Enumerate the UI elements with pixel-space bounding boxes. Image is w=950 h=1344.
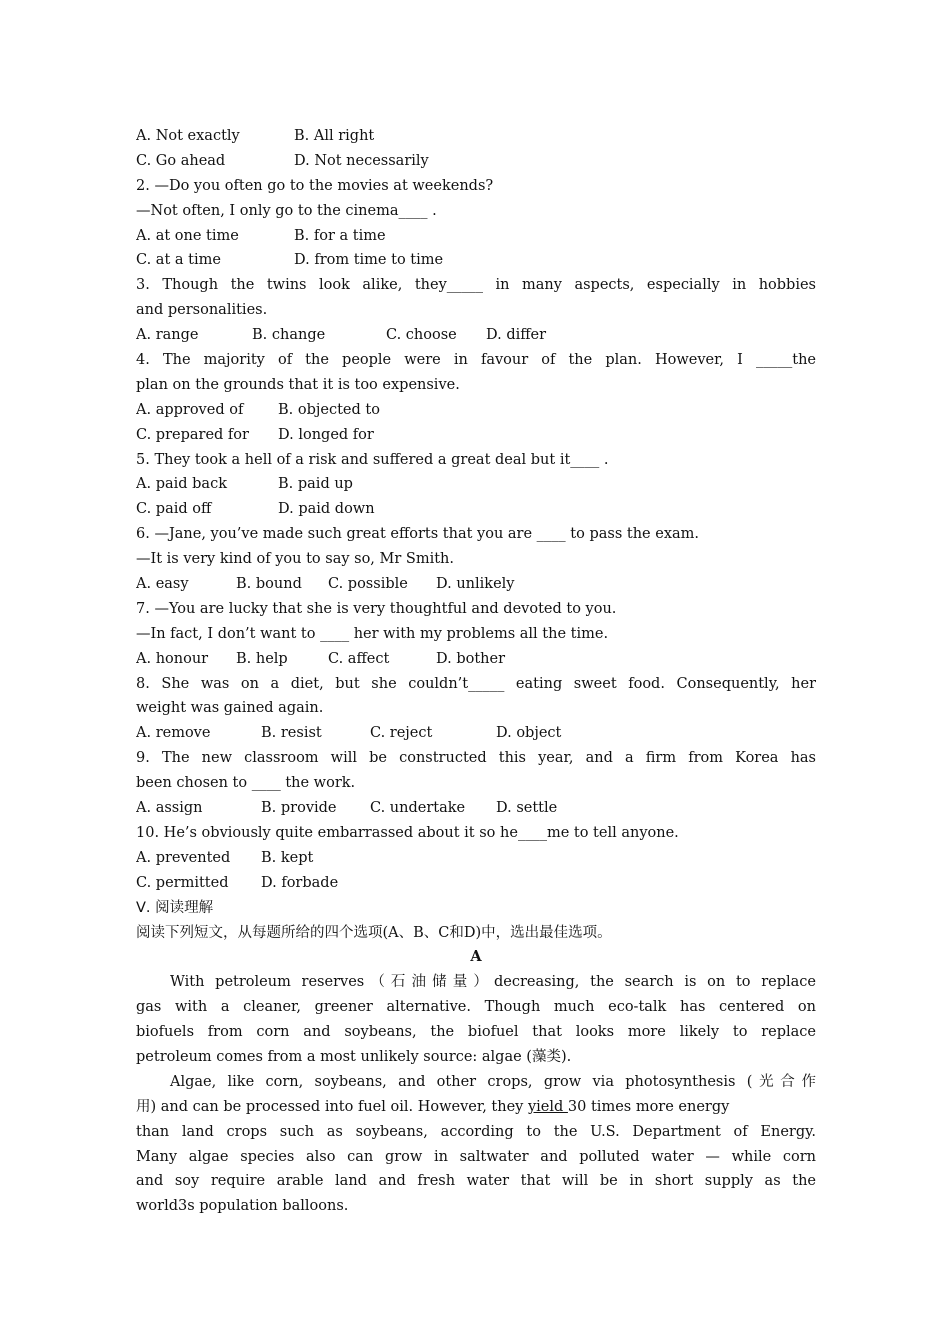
q5-option-d: D. paid down — [278, 501, 375, 518]
q10-option-d: D. forbade — [261, 874, 339, 891]
q4-option-d: D. longed for — [278, 426, 374, 443]
q6-option-c: C. possible — [328, 576, 408, 593]
passage-p2-line2-before: 用) and can be processed into fuel oil. However, they — [136, 1098, 528, 1115]
q6-stem-line1: 6. —Jane, you’ve made such great efforts that you are ____ to pass the exam. — [136, 526, 699, 543]
q2-option-b: B. for a time — [294, 227, 386, 244]
q7-stem-line1: 7. —You are lucky that she is very thoughtful and devoted to you. — [136, 600, 617, 617]
q8-stem-line1: 8. She was on a diet, but she couldn’t_____ eating sweet food. Consequently, her — [136, 675, 816, 692]
q7-option-d: D. bother — [436, 650, 506, 667]
q5-options-row1 — [136, 472, 816, 497]
q5-option-c: C. paid off — [136, 501, 212, 518]
passage-p1-line4: petroleum comes from a most unlikely source: algae (藻类). — [136, 1048, 572, 1065]
q2-options-row2 — [136, 248, 816, 273]
q2-options-row1 — [136, 224, 816, 249]
passage-p2-line5: and soy require arable land and fresh water that will be in short supply as the — [136, 1173, 816, 1190]
q4-options-row2 — [136, 423, 816, 448]
q10-stem-line1: 10. He’s obviously quite embarrassed about it so he____me to tell anyone. — [136, 824, 679, 841]
q3-option-b: B. change — [252, 327, 326, 344]
q9-option-b: B. provide — [261, 800, 337, 817]
q3-stem-line2: and personalities. — [136, 302, 268, 319]
q4-stem-line2: plan on the grounds that it is too expensive. — [136, 376, 460, 393]
q1-option-b: B. All right — [294, 128, 375, 144]
q7-option-a: A. honour — [136, 650, 209, 667]
q6-options — [136, 572, 816, 597]
q9-options — [136, 796, 816, 821]
q9-stem-line1: 9. The new classroom will be constructed this year, and a firm from Korea has — [136, 750, 816, 767]
q7-stem-line2: —In fact, I don’t want to ____ her with my problems all the time. — [136, 625, 609, 642]
q2-stem-line1: 2. —Do you often go to the movies at weekends? — [136, 177, 494, 194]
q8-option-d: D. object — [496, 725, 562, 742]
passage-p2-line2-after: 30 times more energy — [567, 1098, 730, 1115]
passage-p2-line1: Algae, like corn, soybeans, and other crops, grow via photosynthesis (光合作 — [170, 1073, 816, 1090]
q5-option-b: B. paid up — [278, 476, 353, 493]
q3-option-a: A. range — [136, 327, 199, 344]
passage-p2-line3: than land crops such as soybeans, according to the U.S. Department of Energy. — [136, 1123, 816, 1140]
q7-option-c: C. affect — [328, 650, 390, 667]
q1-options-row2 — [136, 149, 816, 174]
reading-section-title: Ⅴ. 阅读理解 — [136, 899, 214, 916]
underlined-word-yield: yield — [527, 1098, 568, 1115]
q8-option-a: A. remove — [136, 725, 211, 742]
q10-options-row1 — [136, 846, 816, 871]
passage-p1-line2: gas with a cleaner, greener alternative. Though much eco-talk has centered on — [136, 999, 816, 1016]
q5-stem-line1: 5. They took a hell of a risk and suffered a great deal but it____ . — [136, 451, 609, 468]
q10-options-row2 — [136, 871, 816, 896]
q9-option-a: A. assign — [136, 800, 203, 817]
q2-option-d: D. from time to time — [294, 252, 444, 269]
q3-option-c: C. choose — [386, 327, 457, 344]
q2-stem-line2: —Not often, I only go to the cinema____ . — [136, 202, 437, 219]
q6-option-a: A. easy — [136, 576, 189, 593]
passage-p1-line1: With petroleum reserves（石油储量）decreasing, the search is on to replace — [170, 974, 816, 991]
q1-option-a: A. Not exactly — [136, 128, 240, 144]
q5-option-a: A. paid back — [136, 476, 227, 493]
q4-option-a: A. approved of — [136, 401, 244, 418]
q10-option-c: C. permitted — [136, 874, 229, 891]
reading-instruction: 阅读下列短文，从每题所给的四个选项(A、B、C和D)中，选出最佳选项。 — [136, 924, 612, 941]
q8-option-b: B. resist — [261, 725, 322, 742]
q9-option-c: C. undertake — [370, 800, 466, 817]
q7-options — [136, 647, 816, 672]
q7-option-b: B. help — [236, 650, 288, 667]
q8-options — [136, 721, 816, 746]
document-page — [136, 124, 816, 1219]
q6-option-d: D. unlikely — [436, 576, 515, 593]
q10-option-a: A. prevented — [136, 849, 231, 866]
q9-stem-line2: been chosen to ____ the work. — [136, 775, 356, 792]
passage-p2-line6: world3s population balloons. — [136, 1198, 349, 1215]
q8-option-c: C. reject — [370, 725, 433, 742]
q9-option-d: D. settle — [496, 800, 558, 817]
q4-option-b: B. objected to — [278, 401, 380, 418]
q3-stem-line1: 3. Though the twins look alike, they_____ in many aspects, especially in hobbies — [136, 277, 816, 294]
q6-stem-line2: —It is very kind of you to say so, Mr Smith. — [136, 551, 455, 568]
passage-p2-line4: Many algae species also can grow in saltwater and polluted water — while corn — [136, 1148, 816, 1165]
passage-p1-line3: biofuels from corn and soybeans, the biofuel that looks more likely to replace — [136, 1024, 816, 1041]
q1-option-c: C. Go ahead — [136, 152, 226, 169]
q10-option-b: B. kept — [261, 849, 314, 866]
q1-options-row1 — [136, 124, 816, 149]
q2-option-a: A. at one time — [136, 227, 239, 244]
q1-option-d: D. Not necessarily — [294, 152, 429, 169]
passage-label: A — [470, 948, 482, 966]
q3-options — [136, 323, 816, 348]
q4-options-row1 — [136, 398, 816, 423]
q3-option-d: D. differ — [486, 327, 547, 344]
q4-stem-line1: 4. The majority of the people were in favour of the plan. However, I _____the — [136, 352, 816, 369]
q4-option-c: C. prepared for — [136, 426, 249, 443]
q2-option-c: C. at a time — [136, 252, 221, 269]
q6-option-b: B. bound — [236, 576, 302, 593]
q8-stem-line2: weight was gained again. — [136, 700, 324, 717]
passage-p2-line2 — [136, 1095, 816, 1120]
q5-options-row2 — [136, 497, 816, 522]
